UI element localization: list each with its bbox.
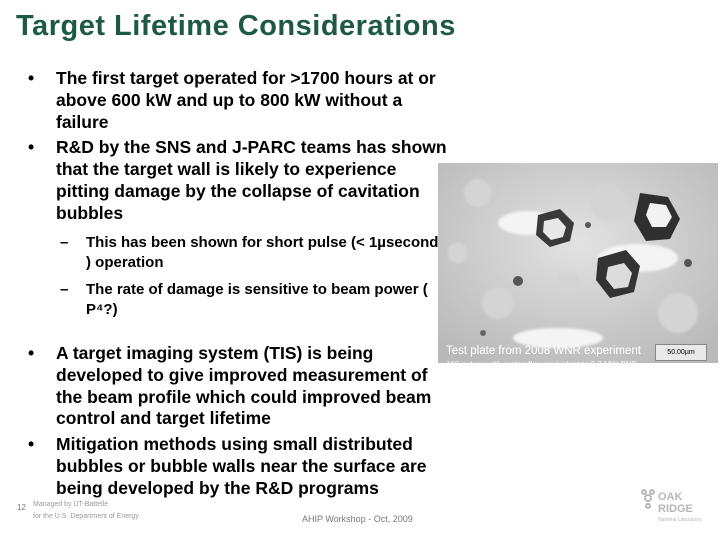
bullet-text: Mitigation methods using small distributed bubbles or bubble walls near the surface are being developed by the R&D programs [56,434,427,498]
bullet-item [28,434,448,499]
slide-title: Target Lifetime Considerations [16,10,456,42]
bullet-dot-icon: • [28,68,35,88]
logo-text-ridge: RIDGE [658,503,693,515]
sub-bullet-item [60,233,440,272]
slide-number: 12 [17,503,26,512]
bullet-text: The first target operated for >1700 hours at or above 600 kW and up to 800 kW without a failure [56,68,436,132]
scale-bar-label: 50.00µm [655,344,707,361]
pitting-micrograph [438,163,718,363]
bullet-item [28,68,448,133]
bullet-text: R&D by the SNS and J-PARC teams has shown that the target wall is likely to experience pitting damage by the collapse of cavitation bubbles [56,137,447,223]
bullet-dot-icon: • [28,137,35,158]
logo-text-lab: National Laboratory [658,517,702,523]
sub-bullet-text: This has been shown for short pulse (< 1µsecond ) operation [86,234,439,271]
bullet-dot-icon: • [28,343,35,363]
bullet-item [28,343,448,430]
bullet-text: A target imaging system (TIS) is being developed to give improved measurement of the beam profile which could improved beam control and target lifetime [56,343,432,429]
bullet-list-top [28,68,448,229]
footer-managed-by: Managed by UT-Battelle [33,501,109,508]
bullet-list-bottom [28,343,448,504]
dash-icon: – [60,281,69,298]
figure-subcaption: 100 pulses with proton flux equivalent to 2.7 MW SNS [446,360,637,369]
sub-bullet-item [60,280,440,319]
sub-bullet-text: The rate of damage is sensitive to beam power ( P⁴?) [86,281,428,318]
footer-department: for the U.S. Department of Energy [33,513,139,520]
bullet-item [28,137,448,224]
figure-caption: Test plate from 2008 WNR experiment [446,345,641,357]
bullet-dot-icon: • [28,434,35,455]
dash-icon: – [60,234,69,251]
oak-ridge-logo [638,486,708,526]
logo-text-oak: OAK [658,491,683,503]
footer-event: AHIP Workshop - Oct, 2009 [302,514,413,524]
sub-bullet-list [60,233,440,327]
